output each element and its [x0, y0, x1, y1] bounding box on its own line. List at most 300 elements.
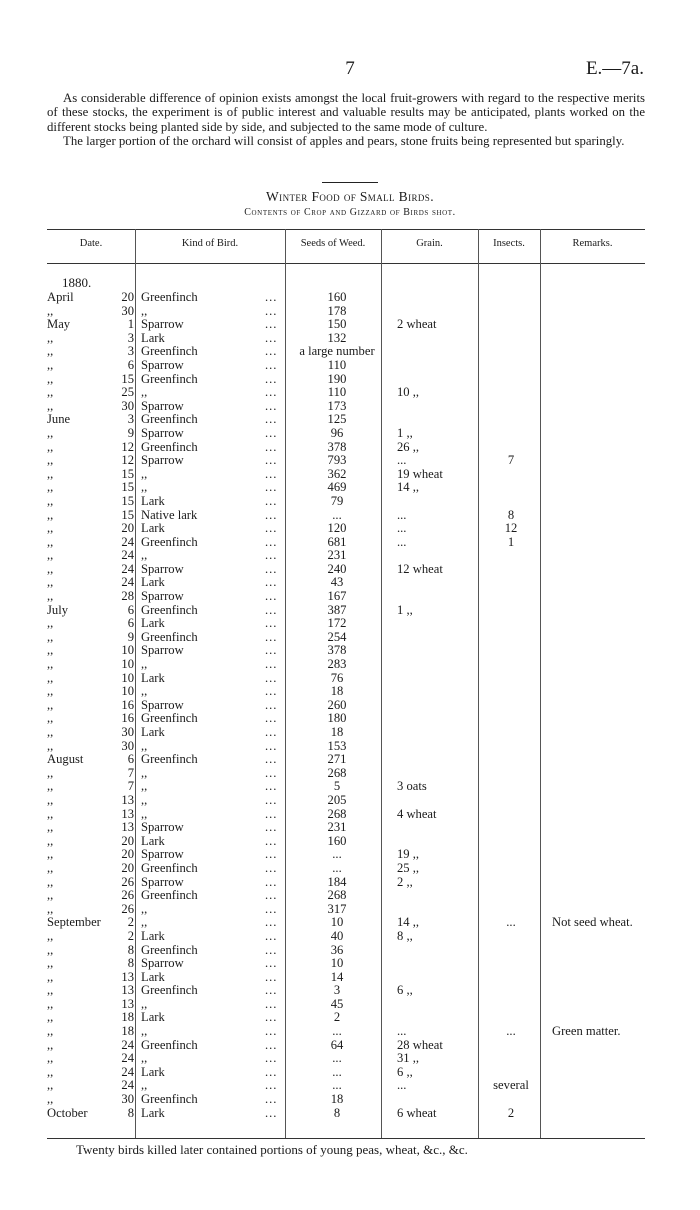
seeds-of-weed: 36	[330, 942, 344, 957]
bird-kind: Sparrow	[141, 643, 184, 658]
date-month: ,,	[47, 439, 54, 454]
bird-kind: Greenfinch	[141, 942, 198, 957]
date-month: ,,	[47, 1064, 54, 1079]
bird-kind: ,,	[141, 657, 148, 672]
date-day: 15	[121, 466, 134, 481]
bird-kind: Lark	[141, 616, 165, 631]
date-day: 24	[121, 561, 134, 576]
date-day: 28	[121, 589, 134, 604]
table-row	[47, 522, 645, 536]
date-month: June	[47, 412, 71, 427]
leader-dots: ...	[265, 847, 278, 862]
insects: 8	[507, 507, 515, 522]
date-month: ,,	[47, 1078, 54, 1093]
bird-kind: ,,	[141, 1078, 148, 1093]
seeds-of-weed: 240	[327, 561, 347, 576]
date-month: May	[47, 317, 71, 332]
table-row	[47, 604, 645, 618]
table-row	[47, 644, 645, 658]
intro-text	[47, 91, 645, 149]
date-day: 6	[127, 357, 134, 372]
leader-dots: ...	[265, 1064, 278, 1079]
seeds-of-weed: 8	[333, 1105, 341, 1120]
date-month: ,,	[47, 616, 54, 631]
grain: 2 ,,	[397, 874, 413, 889]
date-month: ,,	[47, 466, 54, 481]
leader-dots: ...	[265, 1037, 278, 1052]
bird-kind: Sparrow	[141, 357, 184, 372]
leader-dots: ...	[265, 996, 278, 1011]
bird-kind: Sparrow	[141, 820, 184, 835]
seeds-of-weed: 150	[327, 317, 347, 332]
bird-kind: Greenfinch	[141, 888, 198, 903]
seeds-of-weed: 10	[330, 915, 344, 930]
seeds-of-weed: a large number	[299, 344, 375, 359]
date-month: ,,	[47, 657, 54, 672]
seeds-of-weed: 268	[327, 806, 347, 821]
date-day: 15	[121, 507, 134, 522]
date-day: 7	[127, 779, 134, 794]
intro-paragraph-2: The larger portion of the orchard will consist of apples and pears, stone fruits being represented but sparingly.	[63, 134, 625, 149]
bird-kind: Greenfinch	[141, 629, 198, 644]
seeds-of-weed: 173	[327, 398, 347, 413]
date-month: ,,	[47, 697, 54, 712]
date-day: 15	[121, 371, 134, 386]
date-month: ,,	[47, 521, 54, 536]
insects: 7	[507, 453, 515, 468]
table-subtitle: Contents of Crop and Gizzard of Birds shot.	[244, 207, 456, 218]
footer-note: Twenty birds killed later contained portions of young peas, wheat, &c., &c.	[76, 1142, 468, 1157]
date-day: 10	[121, 657, 134, 672]
bird-kind: Sparrow	[141, 956, 184, 971]
date-day: 30	[121, 738, 134, 753]
date-day: 13	[121, 969, 134, 984]
seeds-of-weed: 110	[327, 385, 347, 400]
leader-dots: ...	[265, 480, 278, 495]
seeds-of-weed: 268	[327, 888, 347, 903]
bird-kind: Lark	[141, 969, 165, 984]
bird-kind: ,,	[141, 915, 148, 930]
date-month: ,,	[47, 643, 54, 658]
table-row	[47, 291, 645, 305]
date-month: ,,	[47, 534, 54, 549]
date-month: August	[47, 752, 84, 767]
date-day: 18	[121, 1010, 134, 1025]
remarks: Green matter.	[552, 1024, 621, 1039]
bird-kind: Sparrow	[141, 561, 184, 576]
seeds-of-weed: 110	[327, 357, 347, 372]
seeds-of-weed: 96	[330, 425, 344, 440]
grain: ...	[397, 507, 407, 522]
seeds-of-weed: ...	[332, 1078, 342, 1093]
date-month: ,,	[47, 928, 54, 943]
document-reference: E.—7a.	[585, 58, 644, 79]
table-row	[47, 400, 645, 414]
seeds-of-weed: 180	[327, 711, 347, 726]
date-day: 24	[121, 1078, 134, 1093]
leader-dots: ...	[265, 1024, 278, 1039]
date-day: 30	[121, 725, 134, 739]
header-kind-of-bird: Kind of Bird.	[181, 238, 239, 249]
bird-kind: ,,	[141, 548, 148, 563]
leader-dots: ...	[265, 643, 278, 658]
seeds-of-weed: 132	[327, 330, 347, 345]
leader-dots: ...	[265, 534, 278, 549]
table-row	[47, 767, 645, 781]
table-header-rule	[47, 263, 645, 264]
table-row	[47, 373, 645, 387]
date-day: 30	[121, 398, 134, 413]
date-day: 13	[121, 996, 134, 1011]
date-month: ,,	[47, 725, 54, 739]
grain: 3 oats	[397, 779, 427, 794]
date-month: ,,	[47, 453, 54, 468]
table-row	[47, 441, 645, 455]
bird-kind: Greenfinch	[141, 412, 198, 427]
seeds-of-weed: 362	[327, 466, 347, 481]
grain: 1 ,,	[397, 602, 413, 617]
date-day: 6	[127, 616, 134, 631]
date-month: ,,	[47, 1010, 54, 1025]
table-row	[47, 916, 645, 930]
date-month: ,,	[47, 792, 54, 807]
leader-dots: ...	[265, 928, 278, 943]
leader-dots: ...	[265, 956, 278, 971]
table-row	[47, 753, 645, 767]
table-row	[47, 1052, 645, 1066]
seeds-of-weed: ...	[332, 860, 342, 875]
table-row	[47, 780, 645, 794]
date-day: 3	[127, 344, 134, 359]
date-day: 20	[121, 860, 134, 875]
table-row	[47, 862, 645, 876]
date-day: 26	[121, 901, 134, 916]
leader-dots: ...	[265, 493, 278, 508]
leader-dots: ...	[265, 507, 278, 522]
grain: 25 ,,	[397, 860, 420, 875]
grain: 12 wheat	[397, 561, 443, 576]
leader-dots: ...	[265, 575, 278, 590]
grain: ...	[397, 453, 407, 468]
leader-dots: ...	[265, 330, 278, 345]
table-row	[47, 672, 645, 686]
leader-dots: ...	[265, 453, 278, 468]
date-day: 9	[127, 425, 134, 440]
bird-kind: ,,	[141, 466, 148, 481]
bird-kind: Lark	[141, 521, 165, 536]
bird-kind: Lark	[141, 725, 165, 739]
date-month: ,,	[47, 398, 54, 413]
table-row	[47, 1093, 645, 1107]
date-month: ,,	[47, 507, 54, 522]
seeds-of-weed: 681	[327, 534, 347, 549]
seeds-of-weed: 10	[330, 956, 344, 971]
grain: 14 ,,	[397, 915, 420, 930]
date-month: ,,	[47, 860, 54, 875]
date-month: ,,	[47, 357, 54, 372]
seeds-of-weed: 160	[327, 833, 347, 848]
date-day: 1	[127, 317, 134, 332]
seeds-of-weed: 378	[327, 439, 347, 454]
table-row	[47, 957, 645, 971]
leader-dots: ...	[265, 344, 278, 359]
seeds-of-weed: 167	[327, 589, 347, 604]
leader-dots: ...	[265, 752, 278, 767]
bird-kind: ,,	[141, 684, 148, 699]
table-row	[47, 413, 645, 427]
seeds-of-weed: 254	[327, 629, 347, 644]
seeds-of-weed: ...	[332, 507, 342, 522]
seeds-of-weed: 2	[333, 1010, 341, 1025]
bird-kind: Greenfinch	[141, 290, 198, 304]
date-day: 3	[127, 330, 134, 345]
seeds-of-weed: ...	[332, 1064, 342, 1079]
bird-kind: Greenfinch	[141, 1092, 198, 1107]
bird-kind: ,,	[141, 792, 148, 807]
date-month: ,,	[47, 480, 54, 495]
grain: 10 ,,	[397, 385, 420, 400]
date-month: ,,	[47, 779, 54, 794]
date-month: ,,	[47, 738, 54, 753]
date-day: 15	[121, 493, 134, 508]
seeds-of-weed: 184	[327, 874, 347, 889]
grain: 31 ,,	[397, 1051, 420, 1066]
date-month: ,,	[47, 1024, 54, 1039]
seeds-of-weed: 231	[327, 820, 347, 835]
leader-dots: ...	[265, 398, 278, 413]
date-month: ,,	[47, 956, 54, 971]
seeds-of-weed: 378	[327, 643, 347, 658]
bird-kind: Lark	[141, 833, 165, 848]
leader-dots: ...	[265, 860, 278, 875]
table-row	[47, 835, 645, 849]
year-label: 1880.	[62, 275, 92, 290]
date-day: 15	[121, 480, 134, 495]
date-month: ,,	[47, 833, 54, 848]
bird-kind: Lark	[141, 1105, 165, 1120]
insects: ...	[506, 915, 516, 930]
bird-kind: ,,	[141, 996, 148, 1011]
leader-dots: ...	[265, 901, 278, 916]
table-row	[47, 468, 645, 482]
table-row	[47, 318, 645, 332]
date-day: 13	[121, 806, 134, 821]
leader-dots: ...	[265, 711, 278, 726]
seeds-of-weed: 45	[330, 996, 344, 1011]
leader-dots: ...	[265, 1078, 278, 1093]
seeds-of-weed: 271	[327, 752, 347, 767]
grain: ...	[397, 1024, 407, 1039]
bird-kind: ,,	[141, 779, 148, 794]
seeds-of-weed: 125	[327, 412, 347, 427]
bird-kind: Lark	[141, 1010, 165, 1025]
table-body	[47, 291, 645, 1120]
seeds-of-weed: ...	[332, 1024, 342, 1039]
table-row	[47, 1025, 645, 1039]
seeds-of-weed: 317	[327, 901, 347, 916]
leader-dots: ...	[265, 1105, 278, 1120]
date-month: ,,	[47, 711, 54, 726]
date-month: ,,	[47, 765, 54, 780]
seeds-of-weed: 18	[330, 684, 344, 699]
grain: ...	[397, 1078, 407, 1093]
date-day: 2	[127, 928, 134, 943]
date-day: 10	[121, 670, 134, 685]
date-month: April	[47, 290, 74, 304]
table-row	[47, 971, 645, 985]
header-remarks: Remarks.	[572, 238, 613, 249]
seeds-of-weed: 43	[330, 575, 344, 590]
header-grain: Grain.	[416, 238, 443, 249]
date-day: 30	[121, 303, 134, 318]
table-row	[47, 876, 645, 890]
bird-kind: Lark	[141, 330, 165, 345]
seeds-of-weed: 153	[327, 738, 347, 753]
date-day: 26	[121, 874, 134, 889]
seeds-of-weed: 205	[327, 792, 347, 807]
leader-dots: ...	[265, 1092, 278, 1107]
intro-paragraph-1: As considerable difference of opinion exists amongst the local fruit-growers with regard to the respective merits of these stocks, the experiment is of public interest and valuable results may be anticipated, plants worked on the different stocks being planted side by side, and subjected to the same mode of culture.	[47, 91, 645, 134]
grain: ...	[397, 534, 407, 549]
bird-kind: Sparrow	[141, 453, 184, 468]
table-row	[47, 685, 645, 699]
leader-dots: ...	[265, 548, 278, 563]
bird-kind: Sparrow	[141, 317, 184, 332]
seeds-of-weed: 3	[333, 983, 341, 998]
seeds-of-weed: 18	[330, 1092, 344, 1107]
leader-dots: ...	[265, 969, 278, 984]
date-month: ,,	[47, 942, 54, 957]
date-month: ,,	[47, 385, 54, 400]
bird-kind: Sparrow	[141, 589, 184, 604]
date-month: ,,	[47, 1037, 54, 1052]
date-day: 13	[121, 792, 134, 807]
leader-dots: ...	[265, 290, 278, 304]
bird-kind: Sparrow	[141, 847, 184, 862]
insects: 2	[507, 1105, 515, 1120]
date-month: July	[47, 602, 68, 617]
table-row	[47, 998, 645, 1012]
date-month: ,,	[47, 548, 54, 563]
date-month: ,,	[47, 806, 54, 821]
table-row	[47, 794, 645, 808]
leader-dots: ...	[265, 616, 278, 631]
leader-dots: ...	[265, 412, 278, 427]
seeds-of-weed: 283	[327, 657, 347, 672]
date-day: 10	[121, 643, 134, 658]
table-row	[47, 631, 645, 645]
leader-dots: ...	[265, 521, 278, 536]
date-day: 8	[127, 942, 134, 957]
date-day: 8	[127, 956, 134, 971]
bird-kind: Greenfinch	[141, 983, 198, 998]
bird-kind: Lark	[141, 575, 165, 590]
remarks: Not seed wheat.	[552, 915, 633, 930]
table-row	[47, 848, 645, 862]
seeds-of-weed: 190	[327, 371, 347, 386]
insects: 1	[507, 534, 515, 549]
bird-kind: ,,	[141, 1024, 148, 1039]
leader-dots: ...	[265, 983, 278, 998]
table-row	[47, 563, 645, 577]
bird-kind: ,,	[141, 738, 148, 753]
date-month: ,,	[47, 493, 54, 508]
table-row	[47, 944, 645, 958]
date-month: ,,	[47, 425, 54, 440]
seeds-of-weed: 120	[327, 521, 347, 536]
leader-dots: ...	[265, 589, 278, 604]
bird-kind: Greenfinch	[141, 371, 198, 386]
leader-dots: ...	[265, 915, 278, 930]
bird-kind: ,,	[141, 765, 148, 780]
table-row	[47, 699, 645, 713]
seeds-of-weed: 469	[327, 480, 347, 495]
grain: 6 ,,	[397, 983, 413, 998]
date-month: ,,	[47, 874, 54, 889]
date-day: 24	[121, 1051, 134, 1066]
seeds-of-weed: 64	[330, 1037, 344, 1052]
leader-dots: ...	[265, 833, 278, 848]
leader-dots: ...	[265, 684, 278, 699]
title-rule	[322, 182, 378, 183]
leader-dots: ...	[265, 439, 278, 454]
bird-kind: Lark	[141, 1064, 165, 1079]
leader-dots: ...	[265, 725, 278, 739]
bird-kind: Lark	[141, 493, 165, 508]
leader-dots: ...	[265, 765, 278, 780]
seeds-of-weed: 793	[327, 453, 347, 468]
grain: 19 wheat	[397, 466, 443, 481]
bird-kind: Greenfinch	[141, 711, 198, 726]
bird-kind: ,,	[141, 901, 148, 916]
date-day: 6	[127, 752, 134, 767]
table-row	[47, 1066, 645, 1080]
leader-dots: ...	[265, 697, 278, 712]
date-month: ,,	[47, 1092, 54, 1107]
leader-dots: ...	[265, 942, 278, 957]
date-day: 24	[121, 1037, 134, 1052]
leader-dots: ...	[265, 657, 278, 672]
leader-dots: ...	[265, 602, 278, 617]
bird-kind: Native lark	[141, 507, 198, 522]
seeds-of-weed: ...	[332, 1051, 342, 1066]
table-row	[47, 821, 645, 835]
date-day: 24	[121, 548, 134, 563]
seeds-of-weed: 387	[327, 602, 347, 617]
table-row	[47, 590, 645, 604]
date-month: ,,	[47, 670, 54, 685]
bird-kind: Greenfinch	[141, 860, 198, 875]
header-date: Date.	[79, 238, 103, 249]
date-day: 6	[127, 602, 134, 617]
date-day: 12	[121, 439, 134, 454]
bird-kind: Lark	[141, 670, 165, 685]
header-seeds-of-weed: Seeds of Weed.	[300, 238, 366, 249]
table-row	[47, 481, 645, 495]
bird-kind: ,,	[141, 480, 148, 495]
table-row	[47, 712, 645, 726]
leader-dots: ...	[265, 385, 278, 400]
leader-dots: ...	[265, 303, 278, 318]
table-title: Winter Food of Small Birds.	[266, 189, 434, 204]
table-row	[47, 1079, 645, 1093]
leader-dots: ...	[265, 792, 278, 807]
grain: ...	[397, 521, 407, 536]
grain: 8 ,,	[397, 928, 413, 943]
bird-kind: Greenfinch	[141, 602, 198, 617]
date-day: 2	[127, 915, 134, 930]
date-month: September	[47, 915, 101, 930]
